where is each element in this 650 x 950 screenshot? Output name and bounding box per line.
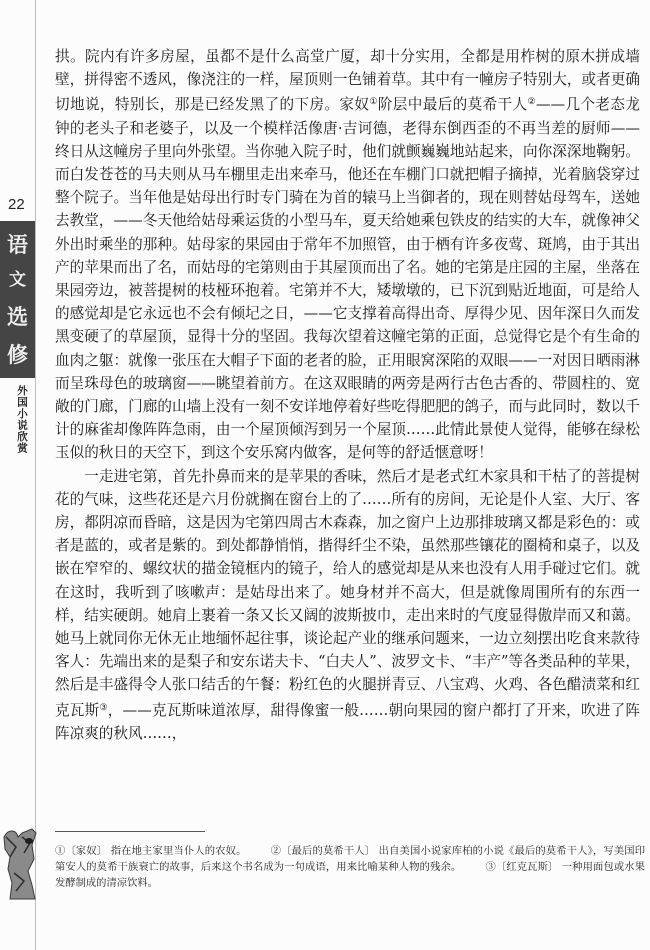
text-run: 拱。院内有许多房屋，虽都不是什么高堂广厦，却十分实用，全都是用柞树的原木拼成墙壁，拼得密不透风，像浇注的一样，屋顶则一色铺着草。其中有一幢房子特别大，或者更确切地说，特别长，那是已经发黑了的下房。家奴 <box>55 48 640 114</box>
series-char: 修 <box>7 342 28 368</box>
footnote-text: 指在地主家里当仆人的农奴。 <box>110 845 247 857</box>
footnote-term: 〔家奴〕 <box>65 845 108 857</box>
series-char: 语 <box>7 231 28 257</box>
book-subtitle: 外国小说欣赏 <box>16 385 28 454</box>
series-label-block <box>0 221 35 378</box>
series-char: 文 <box>9 269 26 290</box>
body-text <box>55 45 640 745</box>
footnote-ref[interactable]: ③ <box>99 702 108 713</box>
footnote-ref[interactable]: ② <box>527 97 536 108</box>
paragraph <box>55 45 640 465</box>
text-run: 阶层中最后的莫希干人 <box>377 96 528 114</box>
footnote-term: 〔红克瓦斯〕 <box>495 861 559 873</box>
footnote-ref[interactable]: ① <box>369 97 378 108</box>
text-run: ——几个老态龙钟的老头子和老婆子，以及一个模样活像唐·吉诃德，老得东倒西歪的不再当差的厨师——终日从这幢房子里向外张望。当你驰入院子时，他们就颤巍巍地站起来，向你深深地鞠躬。而白发苍苍的马夫则从马车棚里走出来牵马，他还在车棚门口就把帽子摘掉，光着脑袋穿过整个院子。当年他是姑母出行时专门骑在为首的辕马上当御者的，现在则替姑母驾车，送她去教堂，——冬天他给姑母乘运货的小型马车，夏天给她乘包铁皮的结实的大车，就像神父外出时乘坐的那种。姑母家的果园由于常年不加照管，由于栖有许多夜莺、斑鸠，由于其出产的苹果而出了名，而姑母的宅第则由于其屋顶而出了名。她的宅第是庄园的主屋，坐落在果园旁边，被菩提树的枝桠环抱着。宅第并不大，矮墩墩的，已下沉到贴近地面，可是给人的感觉却是它永远也不会有倾圮之日，——它支撑着高得出奇、厚得少见、因年深日久而发黑变硬了的草屋顶，显得十分的坚固。我每次望着这幢宅第的正面，总觉得它是个有生命的血肉之躯：就像一张压在大帽子下面的老者的脸，正用眼窝深陷的双眼——一对因日晒雨淋而呈珠母色的玻璃窗——眺望着前方。在这双眼睛的两旁是两行古色古香的、带圆柱的、宽敞的门廊，门廊的山墙上没有一刻不安详地停着好些吃得肥肥的鸽子，而与此同时，数以千计的麻雀却像阵阵急雨，由一个屋顶倾泻到另一个屋顶……此情此景使人觉得，能够在绿松玉似的秋日的天空下，到这个安乐窝内做客，是何等的舒适惬意呀！ <box>55 96 640 462</box>
series-char: 选 <box>7 304 28 330</box>
text-run: ，——克瓦斯味道浓厚，甜得像蜜一般……朝向果园的窗户都打了开来，吹进了阵阵凉爽的秋风……， <box>55 701 640 742</box>
footnote-divider <box>55 831 205 832</box>
margin-rule <box>35 0 36 950</box>
footnote-mark: ① <box>55 845 66 857</box>
page-number: 22 <box>8 196 25 213</box>
footnotes <box>55 843 645 891</box>
footnote-term: 〔最后的莫希干人〕 <box>281 845 376 857</box>
paragraph <box>55 465 640 745</box>
footnote-mark: ② <box>270 845 282 857</box>
statue-illustration-icon <box>2 823 38 901</box>
footnote-text: 出自美国小说家库柏的小说《最后的莫希干人》，写美国印第安人的莫希干族衰亡的故事，后来这个书名成为一句成语，用来比喻某种人物的残余。 <box>55 845 646 873</box>
footnote-text: 一种用面包或水果发酵制成的清凉饮料。 <box>55 861 646 889</box>
text-run: 一走进宅第，首先扑鼻而来的是苹果的香味，然后才是老式红木家具和干枯了的菩提树花的气味，这些花还是六月份就搁在窗台上的了……所有的房间，无论是仆人室、大厅、客房，都阴凉而昏暗，这是因为宅第四周古木森森，加之窗户上边那排玻璃又都是彩色的：或者是蓝的，或者是紫的。到处都静悄悄，揩得纤尘不染，虽然那些镶花的圈椅和桌子，以及嵌在窄窄的、螺纹状的描金镜框内的镜子，给人的感觉却是从来也没有人用手碰过它们。就在这时，我听到了咳嗽声：是姑母出来了。她身材并不高大，但是就像周围所有的东西一样，结实硬朗。她肩上裹着一条又长又阔的波斯披巾，走出来时的气度显得傲岸而又和蔼。她马上就同你无休无止地缅怀起往事，谈论起产业的继承问题来，一边立刻摆出吃食来款待客人：先端出来的是梨子和安东诺夫卡、“白夫人”、波罗文卡、“丰产”等各类品种的苹果，然后是丰盛得令人张口结舌的午餐：粉红色的火腿拼青豆、八宝鸡、火鸡、各色醋渍菜和红克瓦斯 <box>55 467 640 719</box>
footnote-mark: ③ <box>485 861 496 873</box>
